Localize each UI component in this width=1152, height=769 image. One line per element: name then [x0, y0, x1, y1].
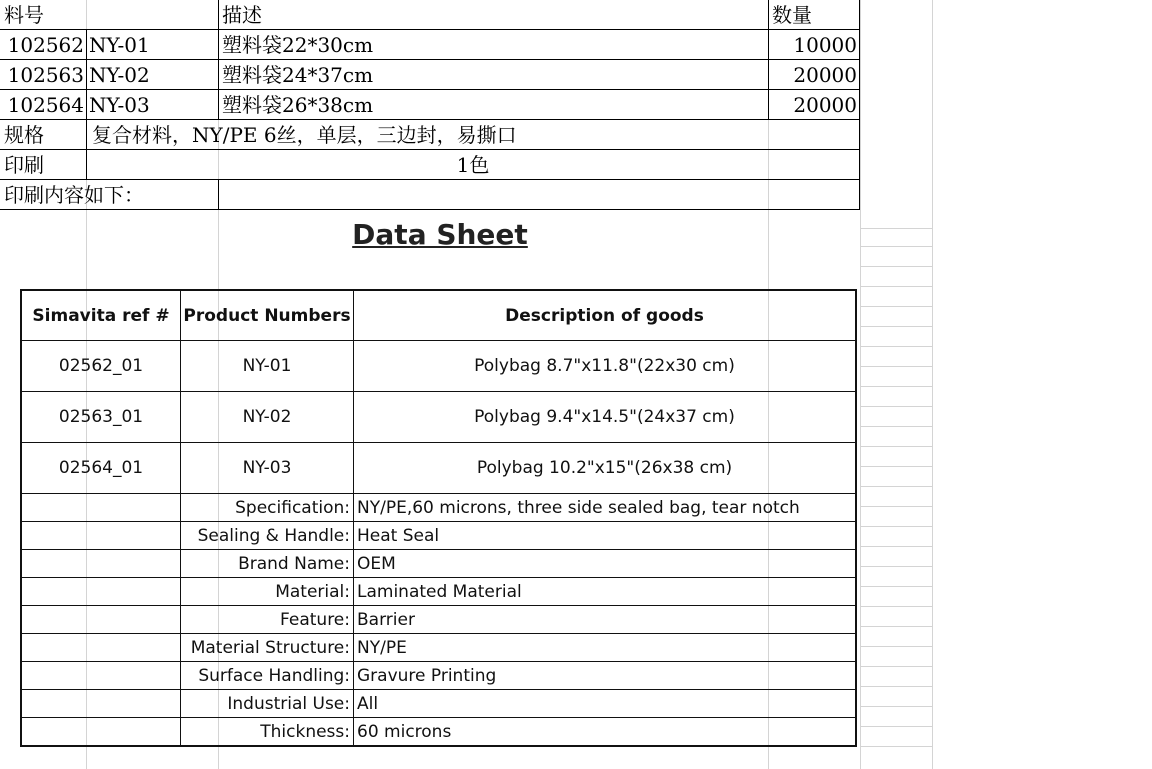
product-description: Polybag 9.4"x14.5"(24x37 cm) [474, 407, 735, 427]
datasheet-spec-row [22, 634, 855, 662]
print-content-value[interactable] [220, 180, 856, 210]
datasheet-spec-row [22, 494, 855, 522]
print-content-label[interactable]: 印刷内容如下： [4, 183, 144, 207]
sheet-printing-row [0, 150, 860, 180]
spec-row-value: Heat Seal [357, 525, 440, 546]
spec-row-value: Laminated Material [357, 581, 522, 602]
datasheet-title: Data Sheet [352, 218, 528, 251]
spec-row-label: Brand Name: [238, 553, 350, 574]
spec-row-value: OEM [357, 553, 396, 574]
spec-row-label: Thickness: [260, 721, 350, 742]
item-quantity[interactable]: 20000 [793, 93, 857, 117]
column-header-product-number: Product Numbers [183, 305, 351, 326]
item-code[interactable]: 102564 [7, 93, 84, 117]
spec-row-value: Gravure Printing [357, 665, 497, 686]
datasheet-header-row [22, 291, 855, 341]
printing-label[interactable]: 印刷 [4, 153, 44, 177]
product-ref: 02563_01 [58, 407, 144, 427]
item-quantity[interactable]: 20000 [793, 63, 857, 87]
product-ref: 02564_01 [58, 458, 144, 478]
sheet-spec-row [0, 120, 860, 150]
spec-row-value: NY/PE,60 microns, three side sealed bag, tear notch [357, 497, 800, 518]
spec-row-value: All [357, 693, 379, 714]
datasheet-spec-row [22, 718, 855, 745]
datasheet-table [20, 289, 857, 747]
sheet-item-row [0, 90, 860, 120]
spec-row-label: Sealing & Handle: [197, 525, 350, 546]
item-description[interactable]: 塑料袋24*37cm [222, 63, 374, 87]
item-code[interactable]: 102563 [7, 63, 84, 87]
datasheet-spec-row [22, 690, 855, 718]
spec-value[interactable]: 复合材料，NY/PE 6丝，单层，三边封，易撕口 [92, 123, 517, 147]
product-description: Polybag 10.2"x15"(26x38 cm) [476, 458, 733, 478]
spec-row-value: Barrier [357, 609, 415, 630]
spec-row-label: Material: [275, 581, 350, 602]
header-quantity[interactable]: 数量 [772, 3, 812, 27]
datasheet-spec-row [22, 550, 855, 578]
sheet-item-row [0, 30, 860, 60]
spec-row-label: Feature: [280, 609, 350, 630]
product-number: NY-01 [242, 356, 292, 376]
item-code[interactable]: 102562 [7, 33, 84, 57]
spec-row-value: 60 microns [357, 721, 452, 742]
product-number: NY-03 [242, 458, 292, 478]
datasheet-product-row [22, 392, 855, 443]
sheet-header-row [0, 0, 860, 30]
item-model[interactable]: NY-01 [89, 33, 150, 57]
datasheet-spec-row [22, 606, 855, 634]
item-description[interactable]: 塑料袋22*30cm [222, 33, 374, 57]
product-number: NY-02 [242, 407, 292, 427]
item-model[interactable]: NY-02 [89, 63, 150, 87]
printing-value[interactable]: 1色 [456, 153, 490, 177]
spec-row-label: Specification: [235, 497, 350, 518]
header-part-no[interactable]: 料号 [4, 3, 44, 27]
column-header-ref: Simavita ref # [32, 305, 170, 326]
item-description[interactable]: 塑料袋26*38cm [222, 93, 374, 117]
spec-row-label: Surface Handling: [198, 665, 350, 686]
product-description: Polybag 8.7"x11.8"(22x30 cm) [474, 356, 735, 376]
sheet-item-row [0, 60, 860, 90]
header-description[interactable]: 描述 [222, 3, 262, 27]
spec-row-label: Industrial Use: [227, 693, 350, 714]
datasheet-spec-row [22, 578, 855, 606]
spec-row-label: Material Structure: [190, 637, 350, 658]
spec-row-value: NY/PE [357, 637, 407, 658]
datasheet-product-row [22, 341, 855, 392]
datasheet-spec-row [22, 522, 855, 550]
spec-label[interactable]: 规格 [4, 123, 44, 147]
datasheet-spec-row [22, 662, 855, 690]
product-ref: 02562_01 [58, 356, 144, 376]
item-model[interactable]: NY-03 [89, 93, 150, 117]
column-header-description: Description of goods [505, 305, 704, 326]
sheet-print-content-row [0, 180, 860, 210]
datasheet-product-row [22, 443, 855, 494]
item-quantity[interactable]: 10000 [793, 33, 857, 57]
